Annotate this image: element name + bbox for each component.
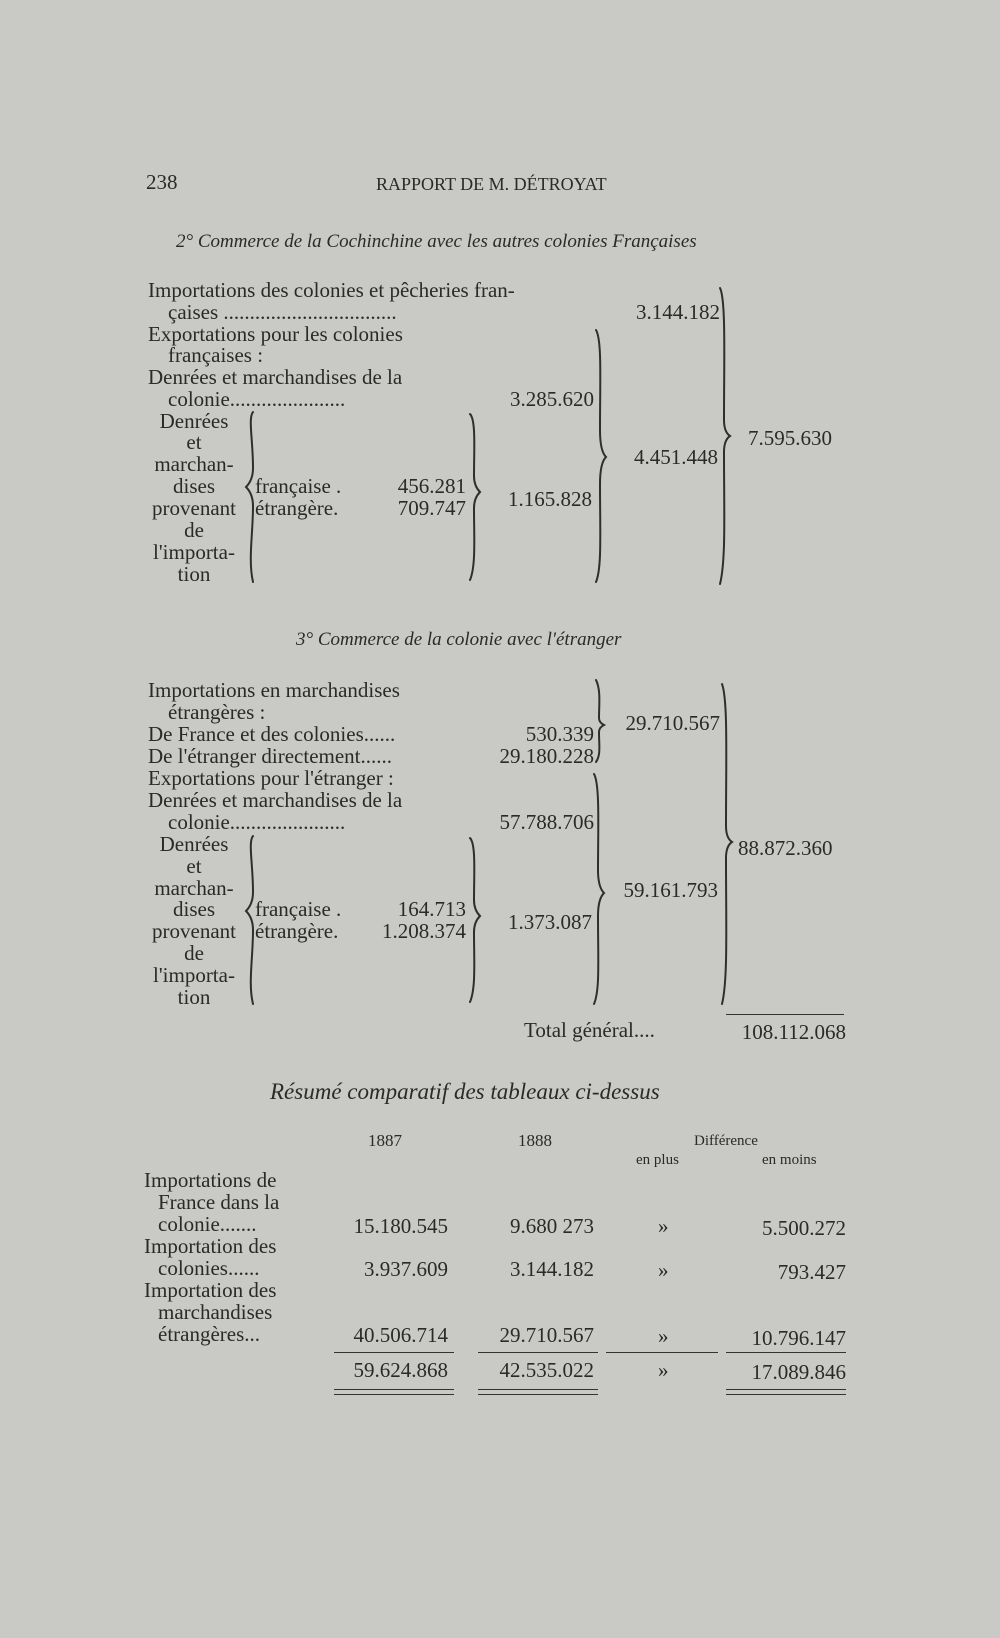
s3-france-value: 530.339 (525, 722, 594, 746)
running-title: RAPPORT DE M. DÉTROYAT (376, 174, 607, 194)
s2-fr-et-brace (470, 414, 480, 580)
s3-francaise-label: française . (255, 897, 342, 921)
resume-row-2-moins: 793.427 (777, 1260, 846, 1284)
s2-prov-label-3: dises (173, 474, 215, 498)
resume-row-1-label-2: colonie....... (158, 1212, 257, 1236)
s3-prov-total: 1.373.087 (508, 910, 592, 934)
s3-import-total: 29.710.567 (625, 711, 720, 735)
s3-prov-label-4: provenant (152, 919, 236, 943)
col-1887: 1887 (368, 1131, 402, 1150)
resume-title: Résumé comparatif des tableaux ci-dessus (270, 1079, 660, 1104)
s3-prov-label-6: l'importa- (153, 963, 235, 987)
s2-import-line-2: çaises ................................. (168, 300, 397, 324)
resume-row-3-1888: 29.710.567 (499, 1323, 594, 1347)
s3-prov-label-5: de (184, 941, 204, 965)
resume-total-moins: 17.089.846 (751, 1360, 846, 1384)
s2-import-value: 3.144.182 (636, 300, 720, 324)
resume-row-1-1888: 9.680 273 (510, 1214, 594, 1238)
s2-francaise-label: française . (255, 474, 342, 498)
s2-grand-brace (720, 288, 730, 584)
s3-denrees-line-2: colonie...................... (168, 810, 346, 834)
s2-export-line-2: françaises : (168, 343, 264, 367)
s3-import-line-2: étrangères : (168, 700, 266, 724)
s3-grand-brace (722, 684, 732, 1004)
s2-prov-label-1: et (186, 430, 202, 454)
section-2-title: 2° Commerce de la Cochinchine avec les autres colonies Françaises (176, 231, 697, 252)
s3-fr-et-brace (470, 838, 480, 1002)
double-rule-moins-b (726, 1394, 846, 1395)
resume-row-3-label-1: marchandises (158, 1300, 273, 1324)
s2-grand-total: 7.595.630 (748, 426, 832, 450)
s3-etranger-value: 29.180.228 (499, 744, 594, 768)
s2-francaise-value: 456.281 (397, 474, 466, 498)
s3-export-total: 59.161.793 (623, 878, 718, 902)
section-3-title: 3° Commerce de la colonie avec l'étranger (296, 629, 622, 650)
resume-row-3-label-2: étrangères... (158, 1322, 261, 1346)
resume-row-2-label-0: Importation des (144, 1234, 277, 1258)
s3-export-line-1: Exportations pour l'étranger : (148, 766, 394, 790)
total-general-value: 108.112.068 (741, 1020, 846, 1044)
resume-row-1-label-0: Importations de (144, 1168, 277, 1192)
col-1888: 1888 (518, 1131, 552, 1150)
resume-row-1-label-1: France dans la (158, 1190, 280, 1214)
total-general-label: Total général.... (524, 1018, 655, 1042)
s3-prov-label-0: Denrées (159, 832, 229, 856)
resume-total-1888: 42.535.022 (499, 1358, 594, 1382)
double-rule-1888-a (478, 1389, 598, 1390)
resume-row-3-1887: 40.506.714 (353, 1323, 448, 1347)
s2-denrees-value: 3.285.620 (510, 387, 594, 411)
s2-import-line-1: Importations des colonies et pêcheries fran- (148, 278, 515, 302)
s2-prov-label-7: tion (177, 562, 211, 586)
resume-row-3-label-0: Importation des (144, 1278, 277, 1302)
resume-row-2-label-1: colonies...... (158, 1256, 260, 1280)
s3-denrees-value: 57.788.706 (499, 810, 594, 834)
double-rule-1887-a (334, 1389, 454, 1390)
col-en-moins: en moins (762, 1152, 817, 1168)
s3-prov-label-3: dises (173, 897, 215, 921)
s2-prov-total: 1.165.828 (508, 487, 592, 511)
double-rule-1888-b (478, 1394, 598, 1395)
page-number: 238 (146, 170, 178, 194)
rule-1887 (334, 1352, 454, 1353)
s2-denrees-line-2: colonie...................... (168, 387, 346, 411)
s3-prov-label-2: marchan- (154, 876, 234, 900)
s3-etrangere-value: 1.208.374 (382, 919, 466, 943)
resume-row-2-1888: 3.144.182 (510, 1257, 594, 1281)
resume-row-1-1887: 15.180.545 (353, 1214, 448, 1238)
total-general-rule (726, 1014, 844, 1015)
s3-france-label: De France et des colonies...... (148, 722, 396, 746)
double-rule-1887-b (334, 1394, 454, 1395)
s2-prov-label-6: l'importa- (153, 540, 235, 564)
s3-prov-label-1: et (186, 854, 202, 878)
double-rule-moins-a (726, 1389, 846, 1390)
col-en-plus: en plus (636, 1152, 679, 1168)
s3-francaise-value: 164.713 (397, 897, 466, 921)
s3-prov-label-7: tion (177, 985, 211, 1009)
resume-row-3-moins: 10.796.147 (751, 1326, 846, 1350)
s3-denrees-line-1: Denrées et marchandises de la (148, 788, 403, 812)
s3-grand-total: 88.872.360 (738, 836, 833, 860)
resume-row-2-1887: 3.937.609 (364, 1257, 448, 1281)
s2-prov-label-0: Denrées (159, 409, 229, 433)
rule-plus (606, 1352, 718, 1353)
s2-etrangere-label: étrangère. (255, 496, 339, 520)
s3-etranger-label: De l'étranger directement...... (148, 744, 393, 768)
s2-export-line-1: Exportations pour les colonies (148, 322, 403, 346)
s3-import-line-1: Importations en marchandises (148, 678, 400, 702)
s2-export-total: 4.451.448 (634, 445, 718, 469)
rule-1888 (478, 1352, 598, 1353)
resume-row-1-plus: » (658, 1214, 669, 1238)
resume-row-3-plus: » (658, 1324, 669, 1348)
col-difference: Différence (694, 1133, 758, 1149)
s2-prov-label-2: marchan- (154, 452, 234, 476)
s2-denrees-line-1: Denrées et marchandises de la (148, 365, 403, 389)
s2-etrangere-value: 709.747 (397, 496, 466, 520)
rule-moins (726, 1352, 846, 1353)
resume-total-1887: 59.624.868 (353, 1358, 448, 1382)
s2-prov-label-5: de (184, 518, 204, 542)
s2-prov-label-4: provenant (152, 496, 236, 520)
s3-etrangere-label: étrangère. (255, 919, 339, 943)
resume-row-2-plus: » (658, 1258, 669, 1282)
resume-row-1-moins: 5.500.272 (762, 1216, 846, 1240)
resume-total-plus: » (658, 1358, 669, 1382)
